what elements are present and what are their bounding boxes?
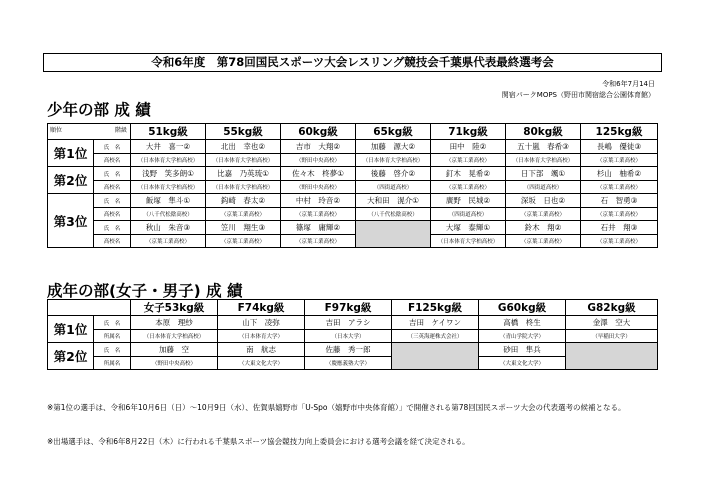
athlete-name: 篠塚 庸輝② [281,221,356,235]
athlete-name: 大井 喜一② [131,140,206,154]
affiliation-label: 高校名 [94,235,131,248]
athlete-affiliation: （日本体育大学柏高校） [131,154,206,167]
athlete-affiliation: （日本体育大学柏高校） [131,181,206,194]
corner-cell [48,124,131,140]
weight-class: 60kg級 [281,124,356,140]
athlete-name: 佐藤 秀一郎 [305,343,392,357]
name-label: 氏 名 [94,140,131,154]
athlete-affiliation: （日本体育大学） [218,330,305,343]
empty-cell [356,221,431,248]
adults-results-table [47,299,658,370]
athlete-name: 佐々木 柊夢① [281,167,356,181]
athlete-affiliation: （日本体育大学柏高校） [431,235,506,248]
athlete-affiliation: （日本体育大学柏高校） [206,154,281,167]
athlete-name: 石 智勇③ [581,194,658,208]
athlete-affiliation: （野田中央高校） [281,154,356,167]
athlete-name: 鈴木 翔② [506,221,581,235]
boys-rank1-aff-row [48,154,658,167]
name-label: 氏 名 [94,221,131,235]
rank-label: 第3位 [48,194,94,248]
athlete-affiliation: （京葉工業高校） [506,208,581,221]
athlete-name: 吉田 ケイワン [392,316,479,330]
adults-section-heading: 成年の部(女子・男子) 成 績 [47,282,243,300]
athlete-name: 深坂 日也② [506,194,581,208]
rank-label: 第2位 [48,167,94,194]
event-date: 令和6年7月14日 [602,80,655,88]
athlete-affiliation: （京葉工業高校） [506,235,581,248]
athlete-name: 石井 翔③ [581,221,658,235]
weight-class: 55kg級 [206,124,281,140]
athlete-affiliation: （野田中央高校） [131,357,218,370]
athlete-affiliation: （日本大学） [305,330,392,343]
boys-rank3a-name-row [48,194,658,208]
athlete-affiliation: （四街道高校） [431,208,506,221]
boys-results-table [47,123,658,248]
athlete-affiliation: （京葉工業高校） [581,208,658,221]
athlete-affiliation: （日本体育大学柏高校） [506,154,581,167]
athlete-affiliation: （京葉工業高校） [581,235,658,248]
athlete-affiliation: （京葉工業高校） [281,208,356,221]
athlete-affiliation: （京葉工業高校） [206,208,281,221]
name-label: 氏 名 [94,167,131,181]
athlete-affiliation: （京葉工業高校） [206,235,281,248]
rank-label: 第1位 [48,316,94,343]
affiliation-label: 所属名 [94,330,131,343]
boys-rank2-name-row [48,167,658,181]
weight-class: F125kg級 [392,300,479,316]
athlete-name: 飯塚 隼斗① [131,194,206,208]
weight-class: F74kg級 [218,300,305,316]
athlete-affiliation: （三英海運株式会社） [392,330,479,343]
athlete-affiliation: （京葉工業高校） [581,154,658,167]
athlete-name: 吉市 大翔② [281,140,356,154]
athlete-affiliation: （四街道高校） [356,181,431,194]
athlete-name: 釘木 晃希② [431,167,506,181]
corner-cell [48,300,131,316]
athlete-name: 本原 理紗 [131,316,218,330]
athlete-name: 高橋 柊生 [479,316,566,330]
weight-class: 65kg級 [356,124,431,140]
athlete-name: 吉田 アラシ [305,316,392,330]
boys-rank3b-aff-row [48,235,658,248]
athlete-name: 鈎崎 春太② [206,194,281,208]
adults-header-row [48,300,658,316]
athlete-affiliation: （八千代松陰高校） [356,208,431,221]
athlete-affiliation: （八千代松陰高校） [131,208,206,221]
boys-rank2-aff-row [48,181,658,194]
empty-cell [392,343,479,370]
affiliation-label: 高校名 [94,154,131,167]
weight-class: 80kg級 [506,124,581,140]
athlete-affiliation: （大東文化大学） [218,357,305,370]
athlete-affiliation: （京葉工業高校） [431,154,506,167]
weight-class: F97kg級 [305,300,392,316]
event-meta [502,79,655,101]
boys-rank3b-name-row [48,221,658,235]
athlete-name: 山下 凌弥 [218,316,305,330]
athlete-name: 加藤 空 [131,343,218,357]
athlete-affiliation: （大東文化大学） [479,357,566,370]
affiliation-label: 所属名 [94,357,131,370]
athlete-name: 南 航志 [218,343,305,357]
weight-class: G82kg級 [566,300,658,316]
weight-class: 125kg級 [581,124,658,140]
athlete-name: 五十嵐 春希③ [506,140,581,154]
rank-label: 第2位 [48,343,94,370]
athlete-name: 中村 玲音② [281,194,356,208]
adults-rank2-name-row [48,343,658,357]
athlete-affiliation: （日本体育大学柏高校） [356,154,431,167]
weight-class: 71kg級 [431,124,506,140]
athlete-affiliation: （京葉工業高校） [581,181,658,194]
name-label: 氏 名 [94,194,131,208]
athlete-name: 加藤 源大② [356,140,431,154]
athlete-name: 浅野 笑多朗① [131,167,206,181]
weight-heading: 階級 [114,127,127,134]
athlete-affiliation: （四街道高校） [506,181,581,194]
name-label: 氏 名 [94,343,131,357]
athlete-affiliation: （青山学院大学） [479,330,566,343]
athlete-name: 後藤 啓介② [356,167,431,181]
athlete-name: 廣野 民城② [431,194,506,208]
athlete-name: 大和田 滉介① [356,194,431,208]
athlete-affiliation: （日本体育大学柏高校） [131,330,218,343]
athlete-name: 北出 幸也② [206,140,281,154]
athlete-name: 田中 陸② [431,140,506,154]
adults-rank1-name-row [48,316,658,330]
athlete-name: 秋山 朱音③ [131,221,206,235]
boys-rank3a-aff-row [48,208,658,221]
athlete-affiliation: （慶應義塾大学） [305,357,392,370]
weight-class: 女子53kg級 [131,300,218,316]
athlete-affiliation: （京葉工業高校） [281,235,356,248]
empty-cell [566,343,658,370]
athlete-affiliation: （京葉工業高校） [431,181,506,194]
athlete-name: 比嘉 乃英琉① [206,167,281,181]
athlete-name: 砂田 隼兵 [479,343,566,357]
athlete-name: 大塚 泰輝① [431,221,506,235]
athlete-name: 長嶋 優徒③ [581,140,658,154]
adults-rank1-aff-row [48,330,658,343]
page-title: 令和6年度 第78回国民スポーツ大会レスリング競技会千葉県代表最終選考会 [43,53,662,72]
weight-class: 51kg級 [131,124,206,140]
note-selection: ※出場選手は、令和6年8月22日（木）に行われる千葉県スポーツ協会競技力向上委員会における選考会議を経て決定される。 [47,437,470,446]
name-label: 氏 名 [94,316,131,330]
event-venue: 関宿パークMOPS（野田市関宿総合公園体育館） [501,91,655,99]
boys-rank1-name-row [48,140,658,154]
athlete-name: 笠川 翔生③ [206,221,281,235]
athlete-name: 杉山 柚希② [581,167,658,181]
athlete-affiliation: （日本体育大学柏高校） [206,181,281,194]
rank-heading: 順位 [50,127,63,134]
rank-label: 第1位 [48,140,94,167]
athlete-affiliation: （京葉工業高校） [131,235,206,248]
affiliation-label: 高校名 [94,181,131,194]
athlete-name: 日下部 颯① [506,167,581,181]
boys-section-heading: 少年の部 成 績 [47,101,151,119]
weight-class: G60kg級 [479,300,566,316]
athlete-affiliation: （野田中央高校） [281,181,356,194]
athlete-name: 金澤 空大 [566,316,658,330]
affiliation-label: 高校名 [94,208,131,221]
boys-header-row [48,124,658,140]
athlete-affiliation: （早稲田大学） [566,330,658,343]
note-representative: ※第1位の選手は、令和6年10月6日（日）～10月9日（水）、佐賀県嬉野市「U-Spo（嬉野市中央体育館）」で開催される第78回国民スポーツ大会の代表選考の候補となる。 [47,403,626,412]
